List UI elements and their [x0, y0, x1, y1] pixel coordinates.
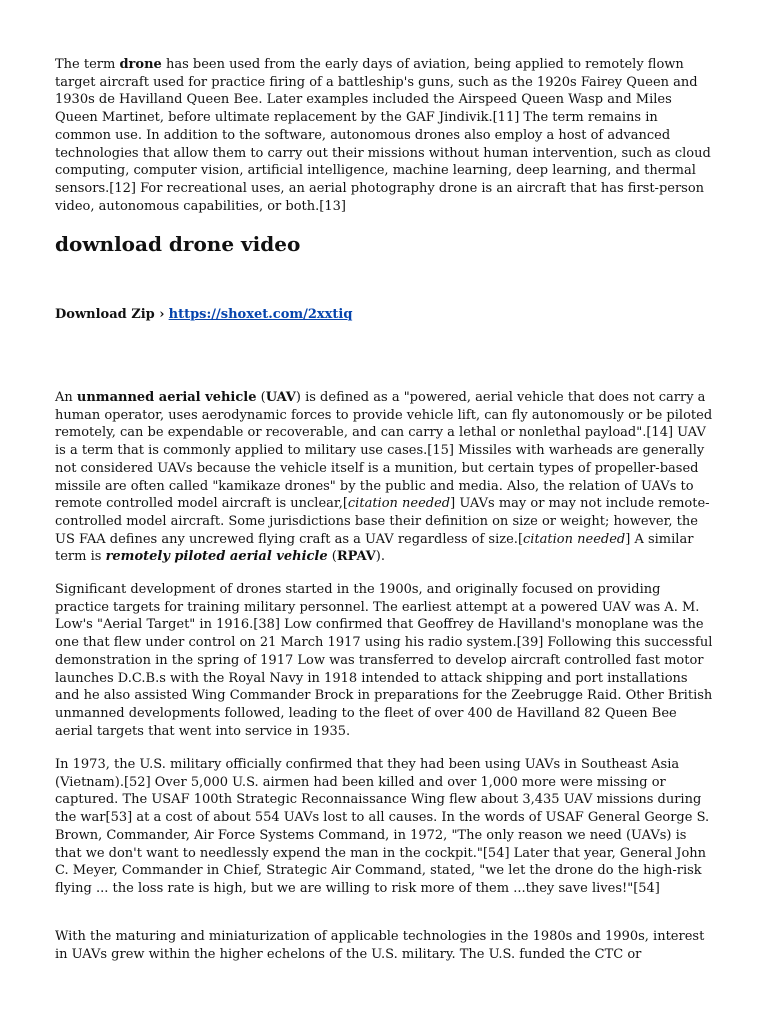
download-link[interactable]: https://shoxet.com/2xxtiq [168, 307, 353, 322]
uav-abbr: UAV [265, 390, 296, 405]
intro-text-2: has been used from the early days of aviation, being applied to remotely flown target aircraft used for practice firing of a battleship's guns, such as the 1920s Fairey Queen and 1930s de Havilland Queen Bee. Later examples included the Airspeed Queen Wasp and Miles Queen Martinet, before ultimate replacement by the GAF Jindivik.[11] The term remains in common use. In addition to the software, autonomous drones also employ a host of advanced technologies that allow them to carry out their missions without human intervention, such as cloud computing, computer vision, artificial intelligence, machine learning, deep learning, and thermal sensors.[12] For recreational uses, an aerial photography drone is an aircraft that has first-person video, autonomous capabilities, or both.[13] [55, 57, 711, 214]
citation-needed-1: citation needed [347, 496, 451, 512]
page-heading: download drone video [55, 232, 301, 256]
vietnam-paragraph: In 1973, the U.S. military officially confirmed that they had been using UAVs in Southeast Asia (Vietnam).[52] Over 5,000 U.S. airmen had been killed and over 1,000 more were missing or captured. The USAF 100th Strategic Reconnaissance Wing flew about 3,435 UAV missions during the war[53] at a cost of about 554 UAVs lost to all causes. In the words of USAF General George S. Brown, Commander, Air Force Systems Command, in 1972, "The only reason we need (UAVs) is that we don't want to needlessly expend the man in the cockpit."[54] Later that year, General John C. Meyer, Commander in Chief, Strategic Air Command, stated, "we let the drone do the high-risk flying ... the loss rate is high, but we are willing to risk more of them ...they save lives!"[54] [55, 757, 710, 896]
uav-text-3: ) is defined as a "powered, aerial vehicle that does not carry a human operator, uses aerodynamic forces to provide vehicle lift, can fly autonomously or be piloted remotely, can be expendable or recoverable, and can carry a lethal or nonlethal payload".[14] UAV is a term that is commonly applied to military use cases.[15] Missiles with warheads are generally not considered UAVs because the vehicle itself is a munition, but certain types of propeller-based missile are often called "kamikaze drones" by the public and media. Also, the relation of UAVs to remote controlled model aircraft is unclear,[ [55, 390, 713, 512]
rpav-abbr: RPAV [336, 549, 376, 565]
uav-text-5: ] A similar term is [55, 531, 694, 565]
download-label: Download Zip › [55, 307, 165, 322]
uav-definition-paragraph [55, 389, 715, 566]
uav-text-6: ( [327, 549, 337, 565]
maturing-paragraph: With the maturing and miniaturization of applicable technologies in the 1980s and 1990s, interest in UAVs grew within the higher echelons of the U.S. military. The U.S. funded the CTC or [55, 929, 705, 962]
intro-text-1: The term [55, 57, 120, 72]
intro-paragraph [55, 56, 715, 215]
uav-text-2: ( [256, 390, 266, 405]
uav-term: unmanned aerial vehicle [76, 390, 257, 405]
citation-needed-2: citation needed [523, 531, 626, 547]
download-line [55, 306, 352, 324]
uav-text-1: An [55, 390, 77, 405]
history-paragraph: Significant development of drones started in the 1900s, and originally focused on providing practice targets for training military personnel. The earliest attempt at a powered UAV was A. M. Low's "Aerial Target" in 1916.[38] Low confirmed that Geoffrey de Havilland's monoplane was the one that flew under control on 21 March 1917 using his radio system.[39] Following this successful demonstration in the spring of 1917 Low was transferred to develop aircraft controlled fast motor launches D.C.B.s with the Royal Navy in 1918 intended to attack shipping and port installations and he also assisted Wing Commander Brock in preparations for the Zeebrugge Raid. Other British unmanned developments followed, leading to the fleet of over 400 de Havilland 82 Queen Bee aerial targets that went into service in 1935. [55, 582, 713, 739]
rpav-term: remotely piloted aerial vehicle [105, 549, 328, 565]
uav-text-7: ). [375, 549, 385, 565]
uav-text-4: ] UAVs may or may not include remote-controlled model aircraft. Some jurisdictions base their definition on size or weight; however, the US FAA defines any uncrewed flying craft as a UAV regardless of size.[ [55, 496, 710, 547]
intro-term-drone: drone [119, 57, 162, 72]
